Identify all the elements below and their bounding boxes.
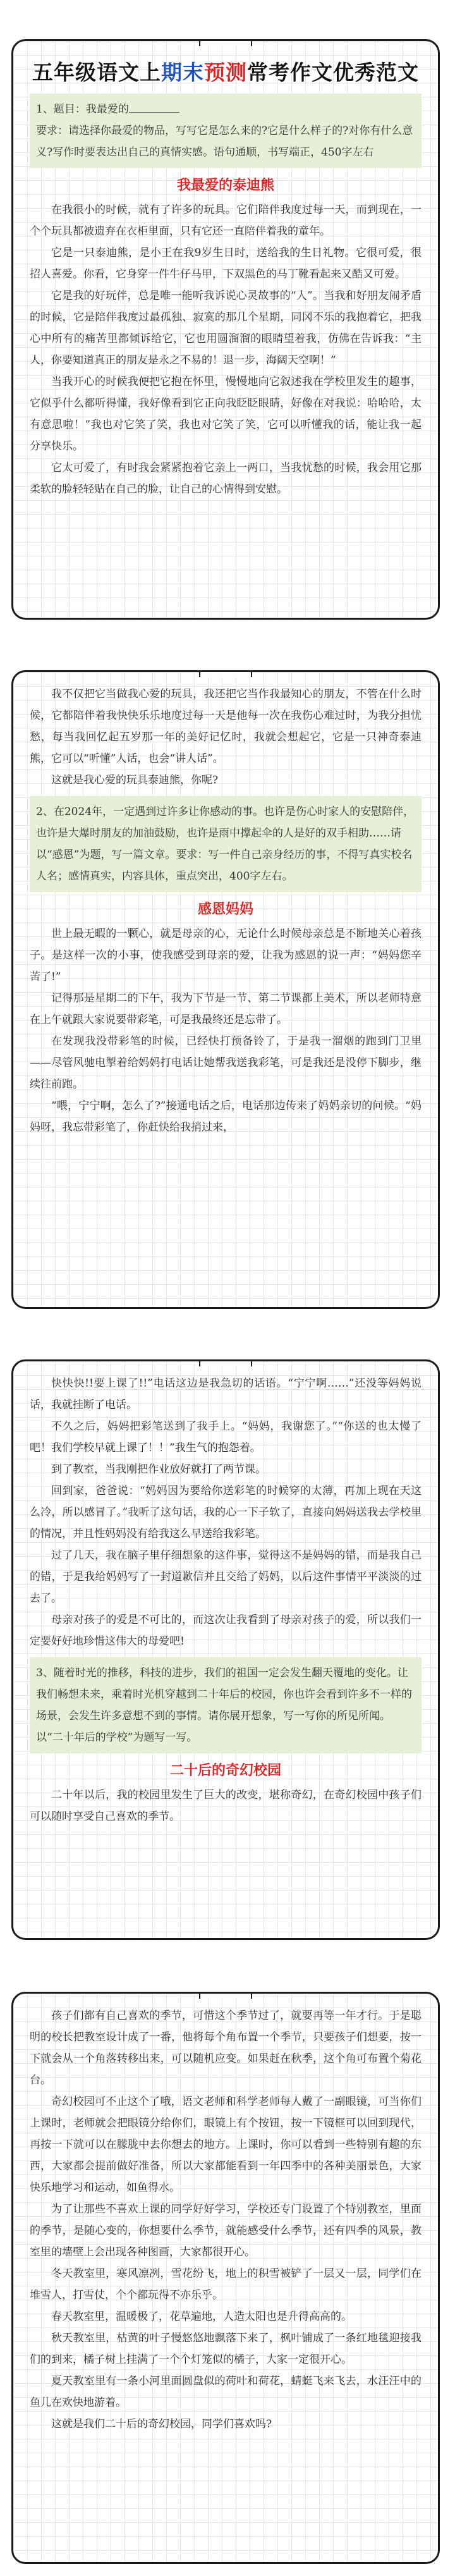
paragraph: 世上最无暇的一颗心，就是母亲的心，无论什么时候母亲总是不断地关心着孩子。是这样一次的小事，使我感受到母亲的爱，让我为感恩的说一声：“妈妈您辛苦了!” — [30, 928, 422, 983]
prompt-box-1 — [30, 94, 422, 168]
paragraph: 记得那是星期二的下午，我为下节是一节、第二节课都上美术，所以老师特意在上午就跟大家说要带彩笔，可是我最终还是忘带了。 — [30, 992, 422, 1026]
essay-card-3 — [11, 1359, 440, 1940]
prompt-box-2 — [30, 796, 422, 892]
blank-underline — [129, 101, 179, 113]
paragraph: 不久之后，妈妈把彩笔送到了我手上。“妈妈，我谢您了。”“你送的也太慢了吧！我们学校早就上课了！！”我生气的抱怨着。 — [30, 1420, 422, 1454]
paragraph: 秋天教室里，枯黄的叶子慢悠悠地飘落下来了，枫叶铺成了一条红地毯迎接我们的到来，橘子树上挂满了一个个灯笼似的橘子，大家一定很开心。 — [30, 2332, 422, 2366]
prompt-3-text: 3、随着时光的推移，科技的进步，我们的祖国一定会发生翻天覆地的变化。让我们畅想未来，乘着时光机穿越到二十年后的校园，你也许会看到许多不一样的场景，会发生许多意想不到的事情。请你展开想象，写一写你的所见所闻。以“二十年后的学校”为题写一写。 — [36, 1667, 412, 1744]
essay-card-1 — [11, 39, 440, 620]
essay-card-4 — [11, 1992, 440, 2564]
paragraph: 到了教室，当我刚把作业放好就打了两节课。 — [51, 1463, 266, 1476]
paragraph: 这就是我心爱的玩具泰迪熊，你呢? — [51, 774, 219, 787]
title-part-4: 常考作文 — [247, 60, 333, 85]
paragraph: 在我很小的时候，就有了许多的玩具。它们陪伴我度过每一天，而到现在，一个个玩具都被遗弃在衣柜里面，只有它还一直陪伴着我的童年。 — [30, 204, 422, 238]
paragraph: 它是我的好玩伴，总是唯一能听我诉说心灵故事的“人”。当我和好朋友闹矛盾的时候，它是陪伴我度过最孤独、寂寞的那几个星期，同冈不乐的我抱着它，把我心中所有的痛苦里都倾诉给它，它也用圆溜溜的眼睛望着我，仿佛在告诉我：“主人，你要知道真正的朋友是永之不易的！退一步，海阔天空啊！” — [30, 290, 422, 367]
prompt-2-text: 2、在2024年，一定遇到过许多让你感动的事。也许是伤心时家人的安慰陪伴，也许是大爆时朋友的加油鼓励，也许是雨中撑起伞的人是好的双手相助……请以“感恩”为题，写一篇文章。要求：写一件自己亲身经历的事，不得写真实校名人名；感情真实，内容具体，重点突出，400字左右。 — [36, 806, 415, 883]
title-part-5: 优秀范文 — [333, 60, 419, 85]
prompt-box-3 — [30, 1657, 422, 1753]
page-title — [30, 56, 422, 86]
paragraph: 二十年以后，我的校园里发生了巨大的改变，堪称奇幻，在奇幻校园中孩子们可以随时享受自己喜欢的季节。 — [30, 1789, 422, 1823]
paragraph: 母亲对孩子的爱是不可比的，而这次让我看到了母亲对孩子的爱，所以我们一定要好好地珍惜这伟大的母爱吧! — [30, 1614, 422, 1648]
essay-title-3: 二十后的奇幻校园 — [169, 1763, 281, 1779]
title-part-1: 五年级语文上 — [32, 60, 161, 85]
paragraph: 孩子们都有自己喜欢的季节，可惜这个季节过了，就要再等一年才行。于是聪明的校长把教室设计成了一番，他将每个角布置一个季节，只要孩子们想要，按一下就会从一个角落转移出来，可以随机应变。如果赶在秋季，这个角可布置个菊花台。 — [30, 2009, 422, 2087]
paragraph: “喂，宁宁啊，怎么了?”接通电话之后，电话那边传来了妈妈亲切的问候。“妈妈呀，我忘带彩笔了，你赶快给我捎过来， — [30, 1100, 422, 1134]
paragraph: 我不仅把它当做我心爱的玩具，我还把它当作我最知心的朋友，不管在什么时候，它都陪伴着我快快乐乐地度过每一天是他每一次在我伤心难过时，为我分担忧愁，每当我回忆起五岁那一年的美好记忆时，我就会想起它，它是一只神奇泰迪熊，它可以“听懂”人话，也会“讲人话”。 — [30, 688, 422, 765]
paragraph: 快快快!!要上课了!!”电话这边是我急切的话语。“宁宁啊……”还没等妈妈说话，我就挂断了电话。 — [30, 1377, 422, 1411]
prompt-1-requirement: 要求：请选择你最爱的物品，写写它是怎么来的?它是什么样子的?对你有什么意义?写作时要表达出自己的真情实感。语句通顺，书写端正，450字左右 — [36, 125, 413, 159]
paragraph: 过了几天，我在脑子里仔细想象的这件事，觉得这不是妈妈的错，而是我自己的错，于是我给妈妈写了一封道歉信并且交给了妈妈，以后这件事情平平淡淡的过去了。 — [30, 1549, 422, 1605]
paragraph: 为了让那些不喜欢上课的同学好好学习，学校还专门设置了个特别教室，里面的季节，是随心变的，你想要什么季节，就能感受什么季节，还有四季的风景，教室里的墙壁上会出现各种图画，大家都很开心。 — [30, 2203, 422, 2259]
essay-card-2 — [11, 670, 440, 1309]
title-part-3: 预测 — [204, 60, 247, 85]
paragraph: 它太可爱了，有时我会紧紧抱着它亲上一两口，当我忧愁的时候，我会用它那柔软的脸轻轻贴在自己的脸，让自己的心情得到安慰。 — [30, 462, 422, 496]
paragraph: 奇幻校园可不止这个了哦，语文老师和科学老师每人戴了一副眼镜，可当你们上课时，老师就会把眼镜分给你们，眼镜上有个按钮，按一下镜框可以回到现代，再按一下就可以在朦胧中去你想去的地方。上课时，你可以看到一些特别有趣的东西，大家都会提前做好准备，所以大家都能看到一年四季中的各种美丽景色，大家快乐地学习和运动，如鱼得水。 — [30, 2095, 422, 2194]
essay-title-1: 我最爱的泰迪熊 — [176, 178, 274, 193]
title-part-2: 期末 — [161, 60, 204, 85]
paragraph: 当我开心的时候我便把它抱在怀里，慢慢地向它叙述我在学校里发生的趣事，它似乎什么都听得懂，我好像看到它正向我眨眨眼睛，好像在对我说：哈哈哈，太有意思啦！”我也对它笑了笑，我也对它笑了笑，它可以听懂我的话，能让我一起分享快乐。 — [30, 376, 422, 453]
paragraph: 夏天教室里有一条小河里面圆盘似的荷叶和荷花，蜻蜓飞来飞去，水汪汪中的鱼儿在欢快地游着。 — [30, 2375, 422, 2409]
paragraph: 冬天教室里，寒风凛冽，雪花纷飞，地上的积雪被铲了一层又一层，同学们在堆雪人，打雪仗，个个都玩得不亦乐乎。 — [30, 2267, 422, 2302]
paragraph: 回到家，爸爸说：“妈妈因为要给你送彩笔的时候穿的太薄，再加上现在天这么冷，所以感冒了。”我听了这句话，我的心一下子软了，直接向妈妈送我去学校里的情况，并且性妈妈没有给我这么早送给我彩笔。 — [30, 1485, 422, 1540]
closing-line: 这就是我们二十后的奇幻校园，同学们喜欢吗? — [51, 2418, 272, 2431]
essay-title-2: 感恩妈妈 — [197, 902, 253, 917]
paragraph: 春天教室里，温暖极了，花草遍地，人造太阳也是升得高高的。 — [51, 2310, 352, 2323]
prompt-1-title: 1、题目：我最爱的 — [36, 103, 129, 116]
paragraph: 在发现我没带彩笔的时候，已经快打预备铃了，于是我一溜烟的跑到门卫里——尽管风驰电掣着给妈妈打电话让她帮我送我彩笔，可是我还是没停下脚步，继续往前跑。 — [30, 1035, 422, 1091]
paragraph: 它是一只泰迪熊，是小王在我9岁生日时，送给我的生日礼物。它很可爱，很招人喜爱。你看，它身穿一件牛仔马甲，下双黑色的马丁靴看起来又酷又可爱。 — [30, 247, 422, 281]
